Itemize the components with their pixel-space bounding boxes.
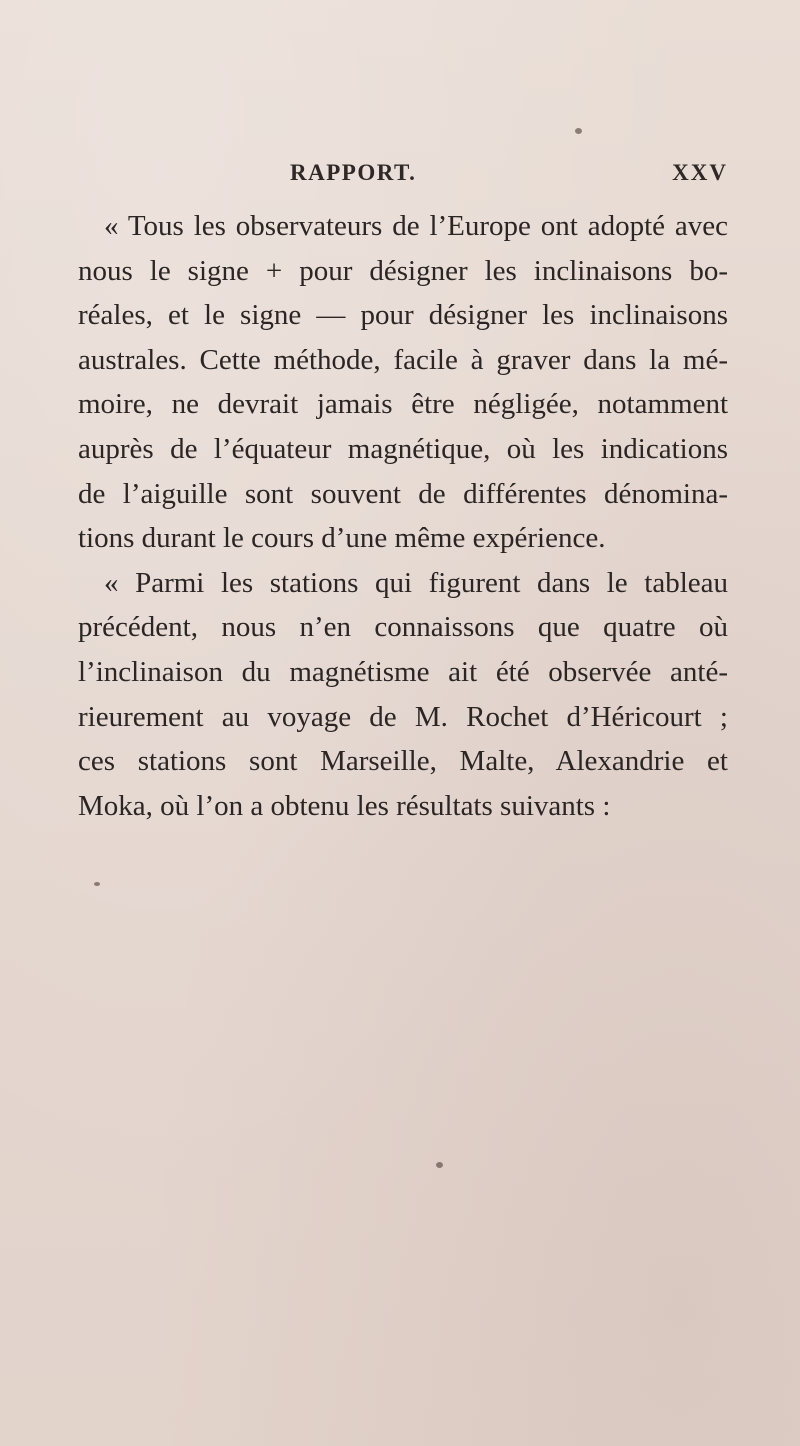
running-head — [78, 160, 728, 194]
paper-speck — [575, 128, 582, 134]
page-number: XXV — [672, 160, 728, 185]
text-line: auprès de l’équateur magnétique, où les indications — [78, 432, 728, 465]
text-line: rieurement au voyage de M. Rochet d’Héricourt ; — [78, 700, 728, 733]
paragraph-2 — [78, 561, 728, 829]
text-line: réales, et le signe — pour désigner les inclinaisons — [78, 299, 728, 332]
document-page — [78, 160, 728, 828]
running-title: RAPPORT. — [290, 160, 417, 185]
paragraph-1 — [78, 204, 728, 561]
text-line: australes. Cette méthode, facile à graver dans la mé- — [78, 343, 728, 376]
paper-speck — [436, 1162, 443, 1168]
text-line: « Tous les observateurs de l’Europe ont adopté avec — [104, 210, 728, 242]
text-line: moire, ne devrait jamais être négligée, notamment — [78, 388, 728, 421]
text-line: l’inclinaison du magnétisme ait été observée anté- — [78, 655, 728, 688]
text-line: Moka, où l’on a obtenu les résultats suivants : — [78, 789, 611, 822]
text-line: nous le signe + pour désigner les inclinaisons bo- — [78, 254, 728, 287]
text-line: ces stations sont Marseille, Malte, Alexandrie et — [78, 745, 728, 778]
text-line: précédent, nous n’en connaissons que quatre où — [78, 611, 728, 644]
text-line: de l’aiguille sont souvent de différentes dénomina- — [78, 477, 728, 510]
text-line: « Parmi les stations qui figurent dans le tableau — [104, 566, 728, 599]
paper-speck — [94, 882, 100, 886]
text-line: tions durant le cours d’une même expérience. — [78, 522, 606, 555]
